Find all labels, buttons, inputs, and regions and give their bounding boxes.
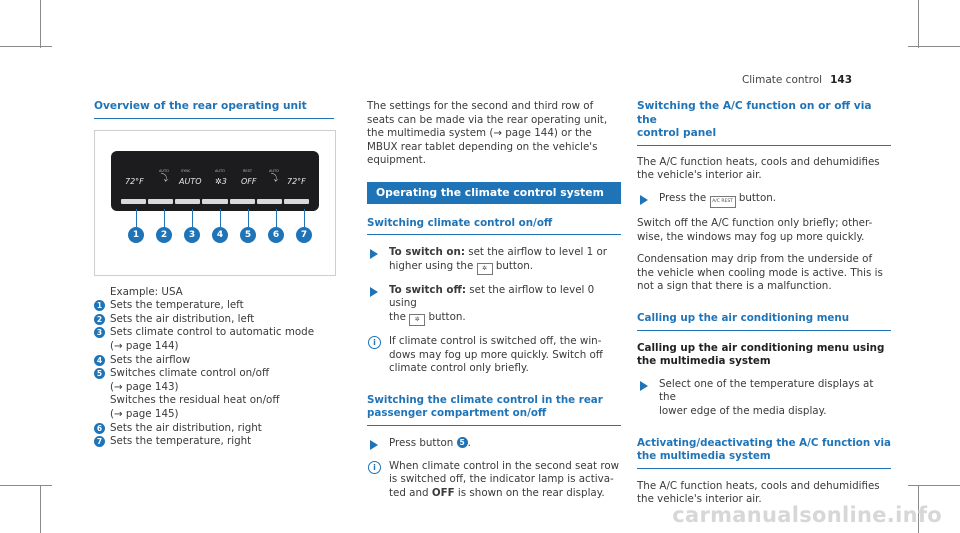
legend-item-4	[94, 354, 334, 368]
page-number: 143	[830, 74, 852, 86]
callout-6: 6	[268, 227, 284, 243]
note-text: If climate control is switched off, the win-	[389, 334, 602, 347]
step-label: To switch off:	[389, 283, 466, 296]
text-line: equipment.	[367, 154, 426, 167]
air-distribution-right-icon: ⤵	[269, 173, 279, 184]
text-line: not a sign that there is a malfunction.	[637, 280, 832, 293]
label-sync: SYNC	[181, 168, 191, 173]
label-auto-2: AUTO	[215, 168, 225, 173]
section-title-ac-panel	[637, 100, 891, 146]
step-text: set the airflow to level 1 or	[464, 246, 608, 259]
legend-number: 2	[94, 314, 105, 325]
step-text: lower edge of the media display.	[659, 404, 827, 417]
step-select-temperature	[637, 378, 891, 419]
panel-key	[148, 199, 173, 204]
subsection-title-multimedia	[637, 342, 891, 369]
middle-column	[367, 100, 621, 509]
note-fog	[367, 335, 621, 376]
panel-key	[175, 199, 200, 204]
paragraph	[637, 253, 891, 294]
crop-mark	[918, 0, 919, 48]
callout-5: 5	[240, 227, 256, 243]
mode-text: AUTO	[179, 176, 202, 186]
section-title-overview: Overview of the rear operating unit	[94, 100, 334, 119]
step-text: the	[389, 310, 406, 323]
text-line: wise, the windows may fog up more quickly.	[637, 230, 865, 243]
callout-leader	[248, 209, 249, 227]
button-number: 5	[457, 437, 468, 448]
note-text: climate control only briefly.	[389, 362, 529, 375]
step-text: Press the	[659, 191, 707, 204]
step-switch-on	[367, 246, 621, 275]
rear-operating-unit-figure	[94, 130, 336, 276]
text-line: The A/C function heats, cools and dehumidifies	[637, 155, 880, 168]
legend-text: Sets the airflow	[110, 353, 191, 366]
label-auto-1: AUTO	[159, 168, 169, 173]
legend-text: Sets the air distribution, right	[110, 421, 262, 434]
intro-paragraph	[367, 100, 621, 168]
step-arrow-icon	[370, 440, 378, 450]
fan-button-icon: ✲	[409, 314, 425, 326]
step-arrow-icon	[370, 249, 378, 259]
callout-1: 1	[128, 227, 144, 243]
step-arrow-icon	[370, 287, 378, 297]
legend-list	[94, 299, 334, 449]
page-reference[interactable]: (→ page 143)	[110, 380, 179, 393]
legend-text: Switches climate control on/off	[110, 367, 270, 380]
crop-mark	[40, 0, 41, 48]
legend-item-7	[94, 435, 334, 449]
legend-text: Switches the residual heat on/off	[110, 394, 280, 407]
legend-number: 7	[94, 436, 105, 447]
info-icon: i	[368, 336, 381, 349]
callout-leader	[276, 209, 277, 227]
rear-control-panel	[111, 151, 319, 211]
air-distribution-left-icon: ⤵	[159, 173, 169, 184]
paragraph	[637, 156, 891, 183]
fan-icon: ✲	[215, 176, 222, 186]
step-press-ac	[637, 192, 891, 208]
text-line: the vehicle's interior air.	[637, 493, 762, 506]
subsection-title-rear	[367, 394, 621, 426]
panel-key	[257, 199, 282, 204]
callout-leader	[136, 209, 137, 227]
crop-mark	[0, 46, 52, 47]
title-line: Calling up the air conditioning menu using	[637, 341, 885, 354]
text-line: The A/C function heats, cools and dehumidifies	[637, 479, 880, 492]
panel-key	[121, 199, 146, 204]
legend-item-3	[94, 326, 334, 353]
legend-number: 3	[94, 327, 105, 338]
left-column	[94, 100, 334, 449]
section-bar-operating: Operating the climate control system	[367, 182, 621, 204]
button-strip	[121, 199, 309, 204]
crop-mark	[40, 485, 41, 533]
note-text: dows may fog up more quickly. Switch off	[389, 348, 603, 361]
step-text: button.	[492, 259, 534, 272]
fan-value: 3	[221, 176, 227, 186]
callout-7: 7	[296, 227, 312, 243]
legend-item-5	[94, 367, 334, 421]
text-line: Condensation may drip from the underside of	[637, 253, 873, 266]
callout-2: 2	[156, 227, 172, 243]
note-text: ted and	[389, 486, 432, 499]
text-line: the vehicle's interior air.	[637, 169, 762, 182]
info-icon: i	[368, 461, 381, 474]
step-text: higher using the	[389, 259, 474, 272]
label-auto-3: AUTO	[269, 168, 279, 173]
figure-caption: Example: USA	[110, 285, 183, 298]
note-indicator	[367, 460, 621, 501]
watermark: carmanualsonline.info	[672, 503, 942, 527]
text-line: Switch off the A/C function only briefly; other-	[637, 216, 873, 229]
callout-leader	[304, 209, 305, 227]
status-display: OFF	[241, 176, 257, 186]
step-text: Select one of the temperature displays at the	[659, 377, 874, 404]
step-text: button.	[735, 191, 777, 204]
legend-item-6	[94, 422, 334, 436]
text-line[interactable]: the multimedia system (→ page 144) or the	[367, 127, 592, 140]
section-title-ac-multimedia	[637, 437, 891, 469]
title-line: the multimedia system	[637, 450, 771, 463]
page-reference[interactable]: (→ page 144)	[110, 339, 179, 352]
legend-text: Sets climate control to automatic mode	[110, 326, 315, 339]
legend-text: Sets the air distribution, left	[110, 312, 255, 325]
temp-right-display: 72°F	[287, 176, 306, 186]
step-switch-off	[367, 284, 621, 326]
subsection-title-switching: Switching climate control on/off	[367, 217, 621, 236]
title-line: Switching the A/C function on or off via the	[637, 100, 872, 126]
step-text: button.	[425, 310, 466, 323]
title-line: Switching the climate control in the rear	[367, 393, 603, 406]
text-line: seats can be made via the rear operating unit,	[367, 113, 608, 126]
legend-item-1	[94, 299, 334, 313]
note-text: is shown on the rear display.	[454, 486, 605, 499]
text-line: MBUX rear tablet depending on the vehicle's	[367, 140, 598, 153]
step-text: set the airflow to level 0 using	[389, 283, 595, 310]
text-line: The settings for the second and third row of	[367, 100, 594, 112]
step-arrow-icon	[640, 381, 648, 391]
right-column	[637, 100, 891, 516]
temp-left-display: 72°F	[125, 176, 144, 186]
callout-leader	[164, 209, 165, 227]
note-off-label: OFF	[431, 486, 455, 499]
callout-4: 4	[212, 227, 228, 243]
crop-mark	[908, 485, 960, 486]
legend-text: Sets the temperature, right	[110, 435, 252, 448]
crop-mark	[908, 46, 960, 47]
step-press-button	[367, 437, 621, 451]
note-text: is switched off, the indicator lamp is activa-	[389, 473, 614, 486]
page-reference[interactable]: (→ page 145)	[110, 407, 179, 420]
panel-key	[202, 199, 227, 204]
step-label: To switch on:	[389, 246, 465, 259]
note-text: When climate control in the second seat row	[389, 459, 620, 472]
callout-leader	[192, 209, 193, 227]
step-text: .	[467, 436, 471, 449]
title-line: control panel	[637, 127, 717, 140]
title-line: the multimedia system	[637, 355, 771, 368]
legend-number: 6	[94, 423, 105, 434]
title-line: passenger compartment on/off	[367, 407, 547, 420]
legend-number: 4	[94, 355, 105, 366]
step-text: Press button	[389, 436, 454, 449]
callout-leader	[220, 209, 221, 227]
step-arrow-icon	[640, 195, 648, 205]
crop-mark	[0, 485, 52, 486]
legend-number: 1	[94, 300, 105, 311]
text-line: the vehicle when cooling mode is active. This is	[637, 266, 883, 279]
section-title-ac-menu: Calling up the air conditioning menu	[637, 312, 891, 331]
callout-3: 3	[184, 227, 200, 243]
panel-key	[230, 199, 255, 204]
legend-item-2	[94, 313, 334, 327]
section-name: Climate control	[741, 74, 823, 86]
legend-number: 5	[94, 368, 105, 379]
page-header	[742, 74, 852, 86]
title-line: Activating/deactivating the A/C function via	[637, 436, 891, 449]
label-rest: REST	[243, 168, 253, 173]
paragraph	[637, 217, 891, 244]
fan-button-icon: ✲	[477, 263, 493, 275]
ac-button-icon: A/C REST	[710, 196, 736, 208]
legend-text: Sets the temperature, left	[110, 299, 244, 312]
panel-key	[284, 199, 309, 204]
